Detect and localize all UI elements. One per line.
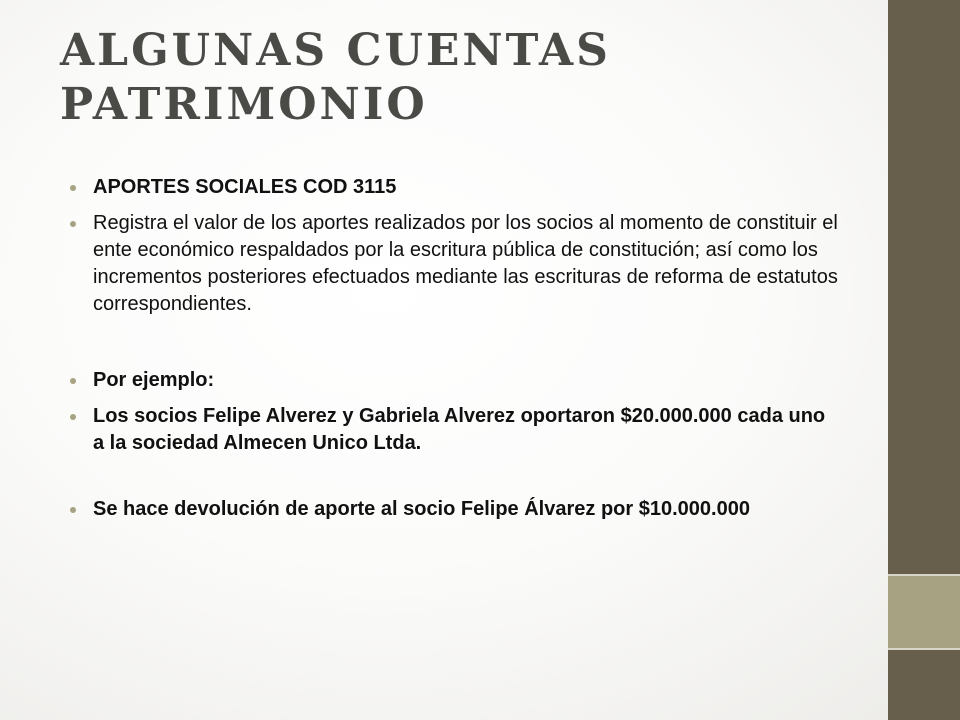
bullet-heading-aportes: APORTES SOCIALES COD 3115 <box>70 174 840 201</box>
bullet-example-refund: Se hace devolución de aporte al socio Felipe Álvarez por $10.000.000 <box>70 496 840 523</box>
bullet-list <box>70 174 840 523</box>
sidebar-accent-band <box>888 576 960 648</box>
title-line-2: PATRIMONIO <box>60 79 428 130</box>
right-sidebar-bar <box>888 0 960 720</box>
bullet-example-label: Por ejemplo: <box>70 367 840 394</box>
bullet-example-contribution: Los socios Felipe Alverez y Gabriela Alverez oportaron $20.000.000 cada uno a la sociedad Almecen Unico Ltda. <box>70 403 840 457</box>
bullet-description: Registra el valor de los aportes realizados por los socios al momento de constituir el ente económico respaldados por la escritura pública de constitución; así como los incrementos posteriores efectuados mediante las escrituras de reforma de estatutos correspondientes. <box>70 210 840 318</box>
title-line-1: ALGUNAS CUENTAS <box>60 25 611 76</box>
sidebar-divider-bottom <box>888 648 960 650</box>
slide-title <box>60 24 860 132</box>
